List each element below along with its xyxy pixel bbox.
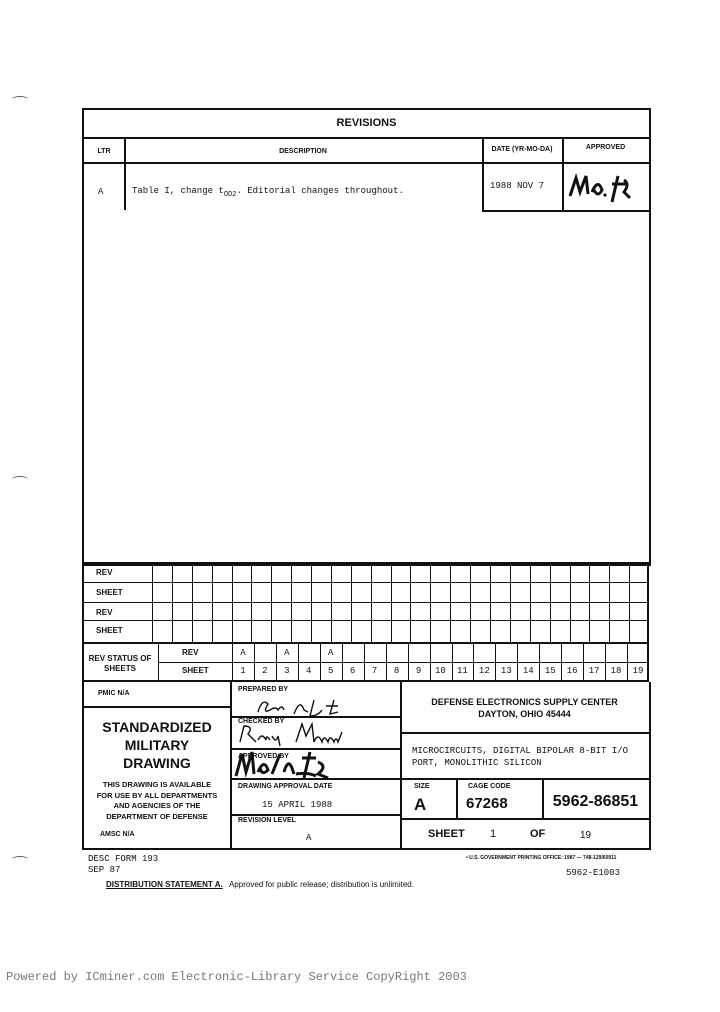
grid-col-line (430, 642, 431, 682)
grid-col-line (351, 562, 352, 642)
sheet-value: 1 (490, 828, 497, 840)
title-drawing: DRAWING (123, 755, 191, 771)
notice-line: AND AGENCIES OF THE (113, 801, 201, 810)
revisions-title: REVISIONS (336, 117, 397, 129)
sheet-number-cell: 12 (478, 666, 490, 676)
prepared-by-signature (254, 694, 354, 718)
grid-col-line (539, 642, 540, 682)
size-value: A (414, 795, 427, 814)
grid-col-line (583, 642, 584, 682)
title-military: MILITARY (124, 737, 190, 753)
approved-by-label: APPROVED BY (238, 753, 289, 760)
grid-col-line (311, 562, 312, 642)
sheet-label: SHEET (428, 828, 465, 840)
sheet-number-cell: 10 (435, 666, 446, 676)
grid-col-line (212, 562, 213, 642)
sheet-number-cell: 19 (632, 666, 644, 676)
status-sheet-label: SHEET (182, 666, 209, 675)
checked-by-label: CHECKED BY (238, 718, 285, 725)
grid-col-line (172, 562, 173, 642)
sheet-number-cell: 18 (610, 666, 622, 676)
grid-col-line (291, 562, 292, 642)
sheet-number-cell: 9 (415, 666, 422, 676)
sheet-number-cell: 1 (240, 666, 246, 676)
scan-mark (12, 856, 28, 863)
scan-mark (12, 476, 28, 483)
grid-col-line (495, 642, 496, 682)
sheet-number-cell: 6 (349, 666, 356, 676)
prepared-by-label: PREPARED BY (238, 686, 289, 693)
agency-address: DAYTON, OHIO 45444 (478, 709, 571, 719)
sheet-number-cell: 7 (371, 666, 378, 676)
grid-col-line (271, 562, 272, 642)
sheet-number-cell: 17 (588, 666, 600, 676)
grid-col-line (550, 562, 551, 642)
pmic-label: PMIC N/A (98, 690, 130, 697)
part-title-line: PORT, MONOLITHIC SILICON (412, 758, 542, 768)
grid-col-line (452, 642, 453, 682)
grid-row-line (82, 602, 649, 603)
header-date: DATE (YR-MO-DA) (491, 146, 553, 153)
availability-notice (84, 780, 230, 822)
grid-row-line (82, 642, 649, 644)
form-name: DESC FORM 193 (88, 854, 159, 864)
cage-code-label: CAGE CODE (468, 783, 511, 790)
size-label: SIZE (414, 783, 430, 790)
rev-row-label: REV (96, 568, 113, 577)
entry-subscript: OD2 (223, 190, 237, 199)
grid-col-line (561, 642, 562, 682)
grid-col-line (473, 642, 474, 682)
grid-col-line (629, 562, 630, 642)
form-number (88, 854, 158, 876)
grid-col-line (609, 562, 610, 642)
revisions-block (82, 108, 651, 566)
agency-block (400, 696, 649, 720)
sheet-number-cell: 14 (522, 666, 534, 676)
notice-line: DEPARTMENT OF DEFENSE (106, 811, 208, 821)
grid-col-line (530, 562, 531, 642)
grid-row-line (82, 620, 649, 621)
sheet-number-cell: 5 (328, 666, 334, 676)
part-title-line: MICROCIRCUITS, DIGITAL BIPOLAR 8-BIT I/O (412, 746, 629, 756)
grid-col-line (605, 642, 606, 682)
entry-date: 1988 NOV 7 (490, 181, 545, 191)
rev-row-label: REV (96, 608, 113, 617)
rev-status-cell: A (328, 648, 334, 658)
gpo-note: • U.S. GOVERNMENT PRINTING OFFICE: 1987 — 748-129/60911 (466, 855, 617, 861)
distribution-label: DISTRIBUTION STATEMENT A. (106, 880, 223, 889)
status-rev-label: REV (182, 648, 199, 657)
agency-name: DEFENSE ELECTRONICS SUPPLY CENTER (431, 697, 618, 707)
distribution-text: Approved for public release; distribution is unlimited. (228, 880, 414, 889)
cage-code: 67268 (466, 795, 508, 812)
grid-col-line (589, 562, 590, 642)
part-title (412, 745, 628, 769)
grid-row-line (82, 582, 649, 583)
grid-col-line (342, 642, 343, 682)
checked-by-signature (236, 720, 366, 750)
approved-by-signature (232, 748, 352, 782)
rev-status-cell: A (284, 648, 290, 658)
header-description: DESCRIPTION (279, 148, 327, 155)
grid-col-line (470, 562, 471, 642)
header-ltr: LTR (97, 148, 111, 155)
distribution-statement (106, 880, 414, 889)
rev-status-grid-cells (82, 562, 649, 682)
sheet-number-cell: 4 (306, 666, 312, 676)
grid-col-line (298, 642, 299, 682)
sheet-number-cell: 13 (500, 666, 512, 676)
standardized-military-drawing (84, 718, 230, 772)
grid-col-line (517, 642, 518, 682)
notice-line: FOR USE BY ALL DEPARTMENTS (96, 790, 218, 800)
notice-line: THIS DRAWING IS AVAILABLE (102, 780, 212, 789)
scan-mark (12, 96, 28, 103)
grid-col-line (364, 642, 365, 682)
form-date: SEP 87 (88, 865, 121, 875)
grid-col-line (450, 562, 451, 642)
approval-signature (566, 166, 636, 204)
grid-col-line (386, 642, 387, 682)
approval-date: 15 APRIL 1988 (262, 800, 333, 810)
entry-ltr: A (98, 187, 104, 197)
sheet-row-label: SHEET (96, 626, 123, 635)
grid-col-line (627, 642, 628, 682)
sheet-number-cell: 11 (457, 666, 468, 676)
grid-col-line (410, 562, 411, 642)
title-standardized: STANDARDIZED (102, 719, 212, 735)
grid-col-line (430, 562, 431, 642)
revision-level-label: REVISION LEVEL (238, 817, 296, 824)
entry-description-text: Table I, change t (132, 186, 224, 196)
grid-col-line (152, 562, 153, 642)
sheet-row-label: SHEET (96, 588, 123, 597)
rev-status-of-sheets-label: REV STATUS OF SHEETS (88, 654, 152, 673)
amsc-label: AMSC N/A (100, 831, 135, 838)
grid-col-line (570, 562, 571, 642)
grid-col-line (331, 562, 332, 642)
of-value: 19 (580, 830, 592, 841)
sheet-number-cell: 15 (544, 666, 556, 676)
grid-col-line (251, 562, 252, 642)
entry-description-cont: . Editorial changes throughout. (236, 186, 404, 196)
grid-col-line (371, 562, 372, 642)
of-label: OF (530, 828, 546, 840)
title-block (82, 682, 651, 850)
rev-status-cell: A (240, 648, 246, 658)
grid-col-line (232, 562, 233, 642)
grid-col-line (510, 562, 511, 642)
sheet-number-cell: 8 (393, 666, 400, 676)
sheet-number-cell: 3 (284, 666, 290, 676)
grid-col-line (391, 562, 392, 642)
approval-date-label: DRAWING APPROVAL DATE (238, 783, 333, 790)
header-approved: APPROVED (585, 144, 626, 151)
grid-col-line (490, 562, 491, 642)
sheet-number-cell: 2 (262, 666, 268, 676)
grid-col-line (408, 642, 409, 682)
grid-col-line (254, 642, 255, 682)
drawing-number: 5962-86851 (552, 793, 639, 810)
grid-col-line (192, 562, 193, 642)
doc-code: 5962-E1003 (566, 868, 621, 878)
revision-level: A (306, 833, 312, 843)
sheet-number-cell: 16 (566, 666, 578, 676)
entry-description (132, 186, 404, 199)
watermark: Powered by ICminer.com Electronic-Library Service CopyRight 2003 (6, 970, 467, 984)
